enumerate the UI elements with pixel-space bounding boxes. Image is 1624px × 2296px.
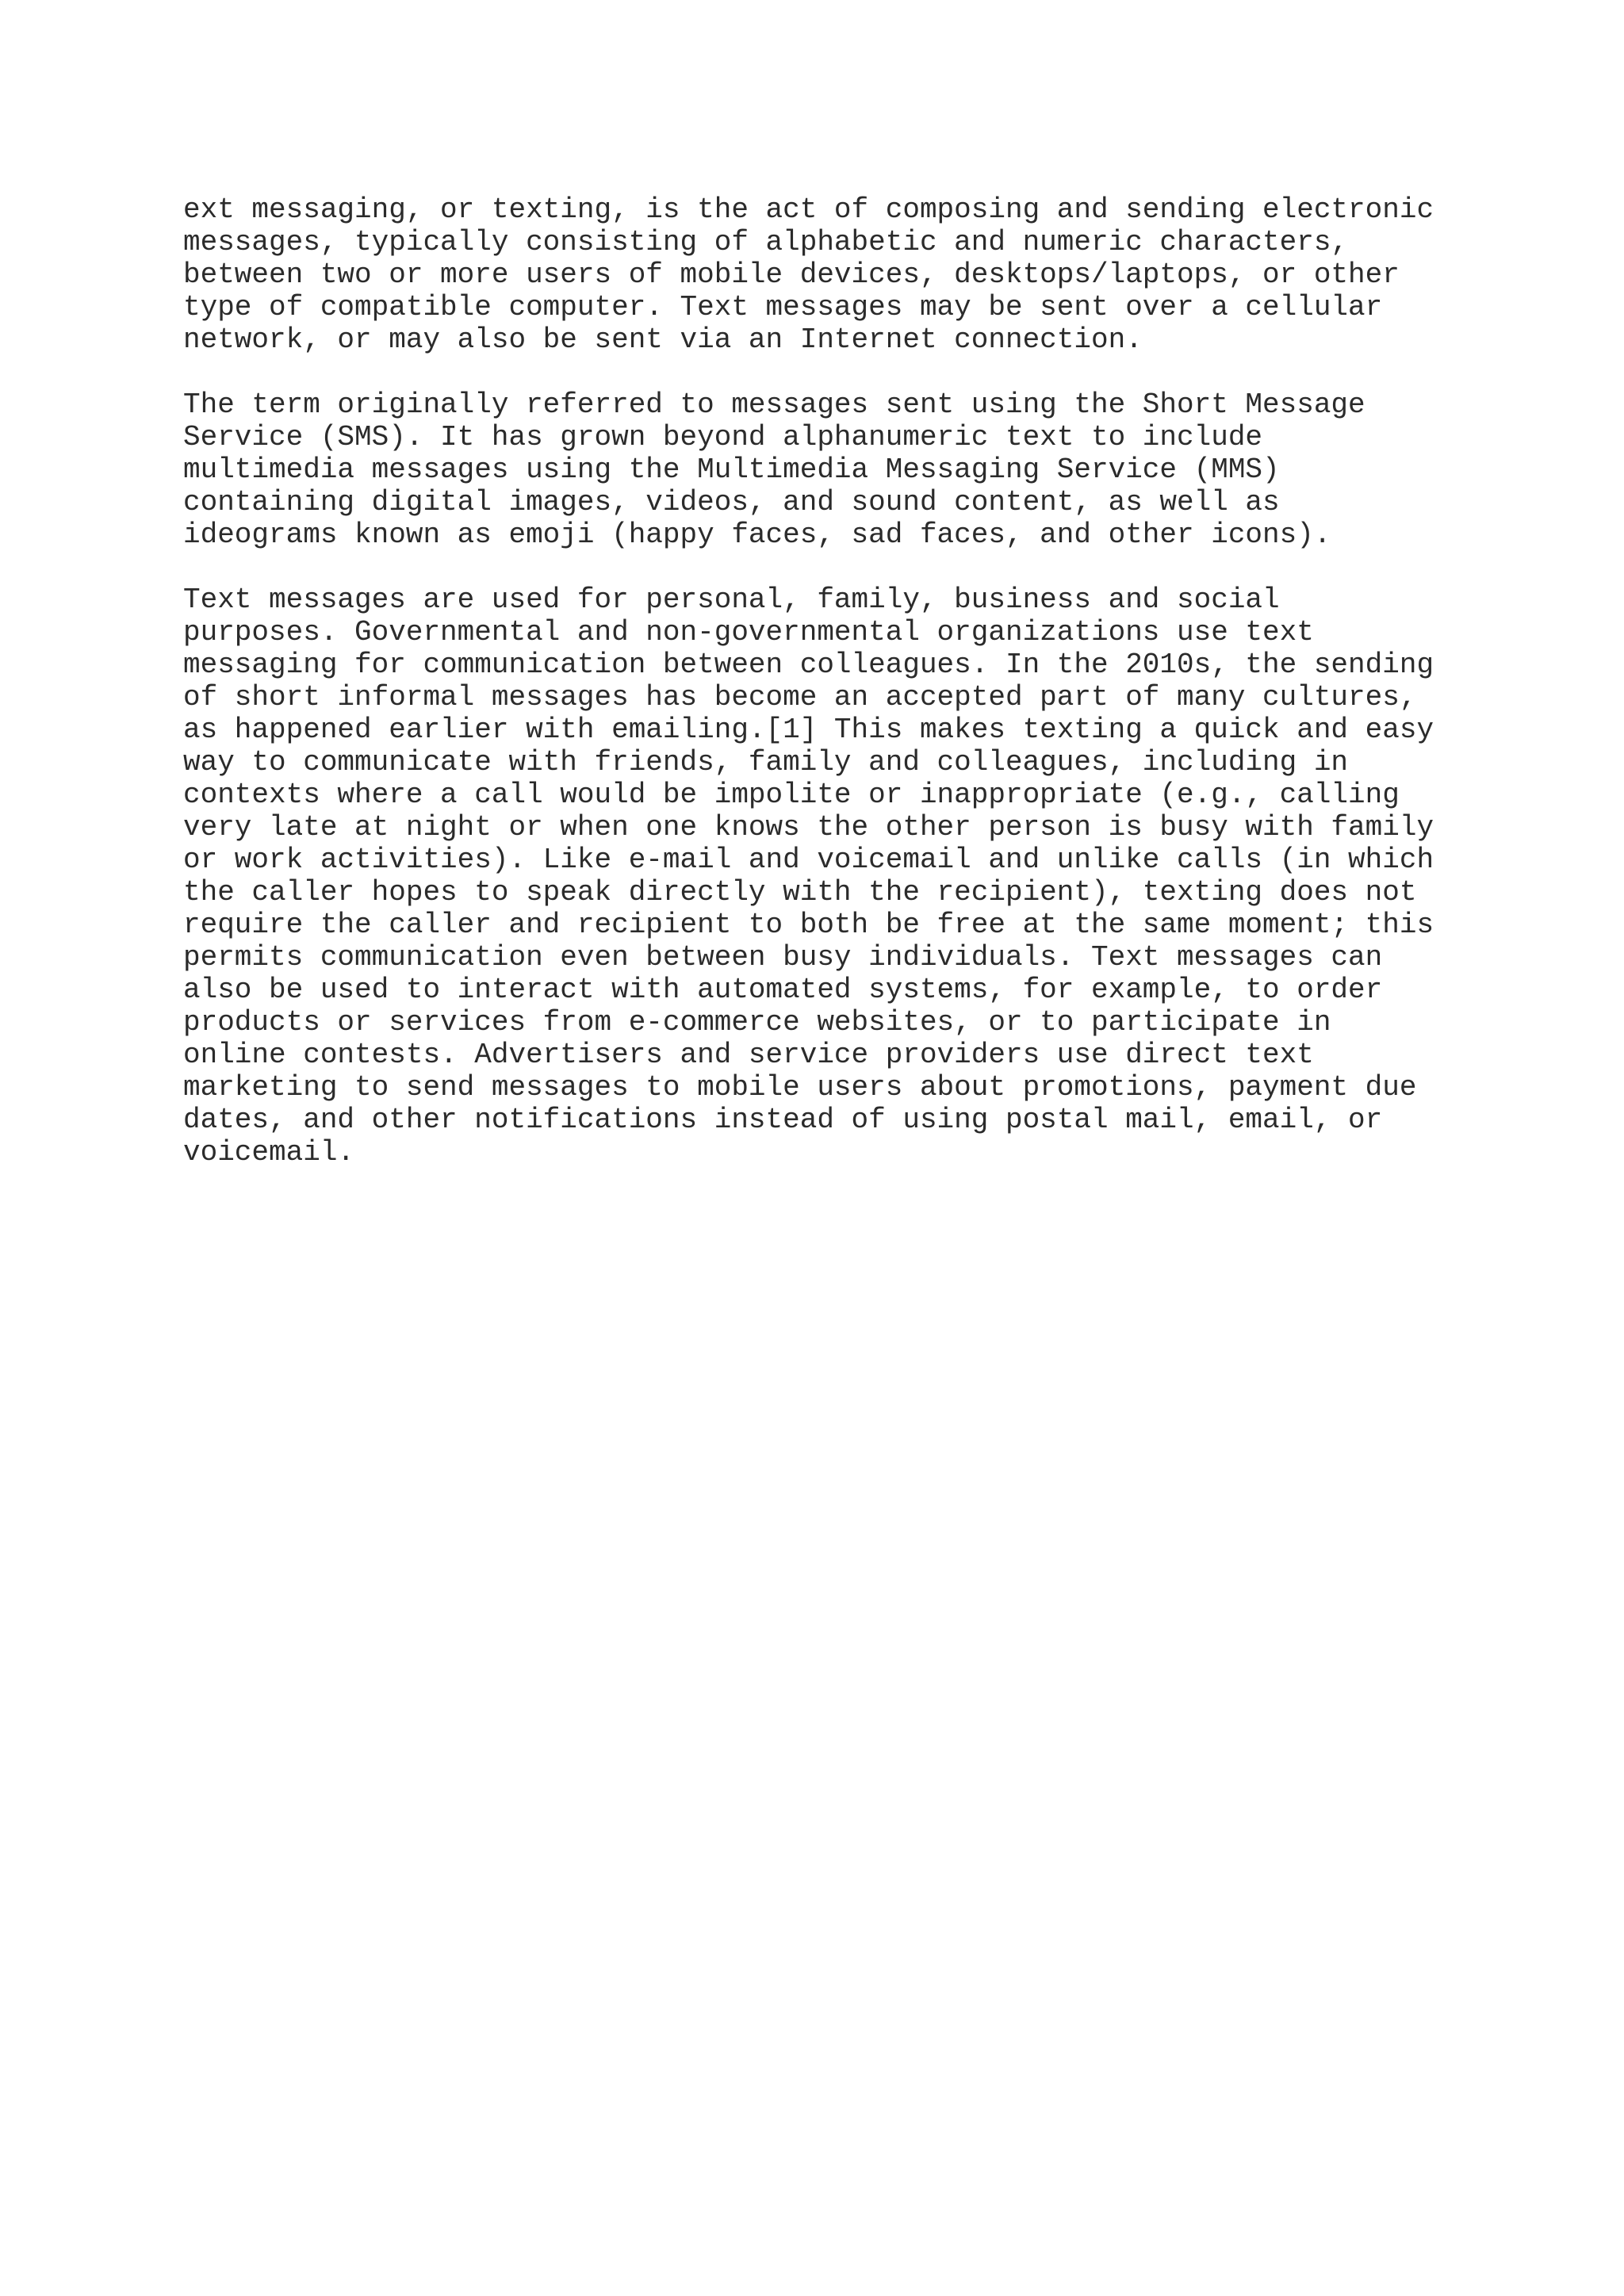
text-line: online contests. Advertisers and service providers use direct text (183, 1039, 1314, 1071)
text-line: the caller hopes to speak directly with the recipient), texting does not (183, 876, 1417, 909)
text-line: of short informal messages has become an accepted part of many cultures, (183, 681, 1417, 714)
text-line: way to communicate with friends, family and colleagues, including in (183, 746, 1349, 779)
paragraph-1 (183, 193, 1484, 356)
text-line: messages, typically consisting of alphabetic and numeric characters, (183, 226, 1349, 258)
text-line: products or services from e-commerce websites, or to participate in (183, 1006, 1331, 1039)
paragraph-spacer (183, 356, 1484, 388)
text-line: multimedia messages using the Multimedia Messaging Service (MMS) (183, 453, 1280, 486)
text-line: voicemail. (183, 1136, 355, 1169)
text-line: marketing to send messages to mobile users about promotions, payment due (183, 1071, 1417, 1104)
text-line: type of compatible computer. Text messages may be sent over a cellular (183, 291, 1383, 323)
text-line: dates, and other notifications instead of using postal mail, email, or (183, 1104, 1383, 1136)
text-line: as happened earlier with emailing.[1] This makes texting a quick and easy (183, 714, 1434, 746)
text-line: Service (SMS). It has grown beyond alphanumeric text to include (183, 421, 1263, 453)
text-line: The term originally referred to messages sent using the Short Message (183, 388, 1365, 421)
paragraph-3 (183, 584, 1484, 1169)
text-line: also be used to interact with automated systems, for example, to order (183, 974, 1383, 1006)
text-line: ext messaging, or texting, is the act of composing and sending electronic (183, 193, 1434, 226)
text-line: network, or may also be sent via an Internet connection. (183, 323, 1143, 356)
text-line: containing digital images, videos, and sound content, as well as (183, 486, 1280, 519)
text-line: very late at night or when one knows the other person is busy with family (183, 811, 1434, 844)
text-line: require the caller and recipient to both be free at the same moment; this (183, 909, 1434, 941)
text-line: or work activities). Like e-mail and voicemail and unlike calls (in which (183, 844, 1434, 876)
text-line: Text messages are used for personal, family, business and social (183, 584, 1280, 616)
paragraph-2 (183, 388, 1484, 551)
text-line: permits communication even between busy individuals. Text messages can (183, 941, 1383, 974)
text-line: contexts where a call would be impolite or inappropriate (e.g., calling (183, 779, 1400, 811)
text-line: ideograms known as emoji (happy faces, sad faces, and other icons). (183, 519, 1331, 551)
text-line: between two or more users of mobile devices, desktops/laptops, or other (183, 258, 1400, 291)
paragraph-spacer (183, 551, 1484, 584)
body-text (183, 193, 1484, 1169)
text-line: messaging for communication between colleagues. In the 2010s, the sending (183, 649, 1434, 681)
text-line: purposes. Governmental and non-governmental organizations use text (183, 616, 1314, 649)
